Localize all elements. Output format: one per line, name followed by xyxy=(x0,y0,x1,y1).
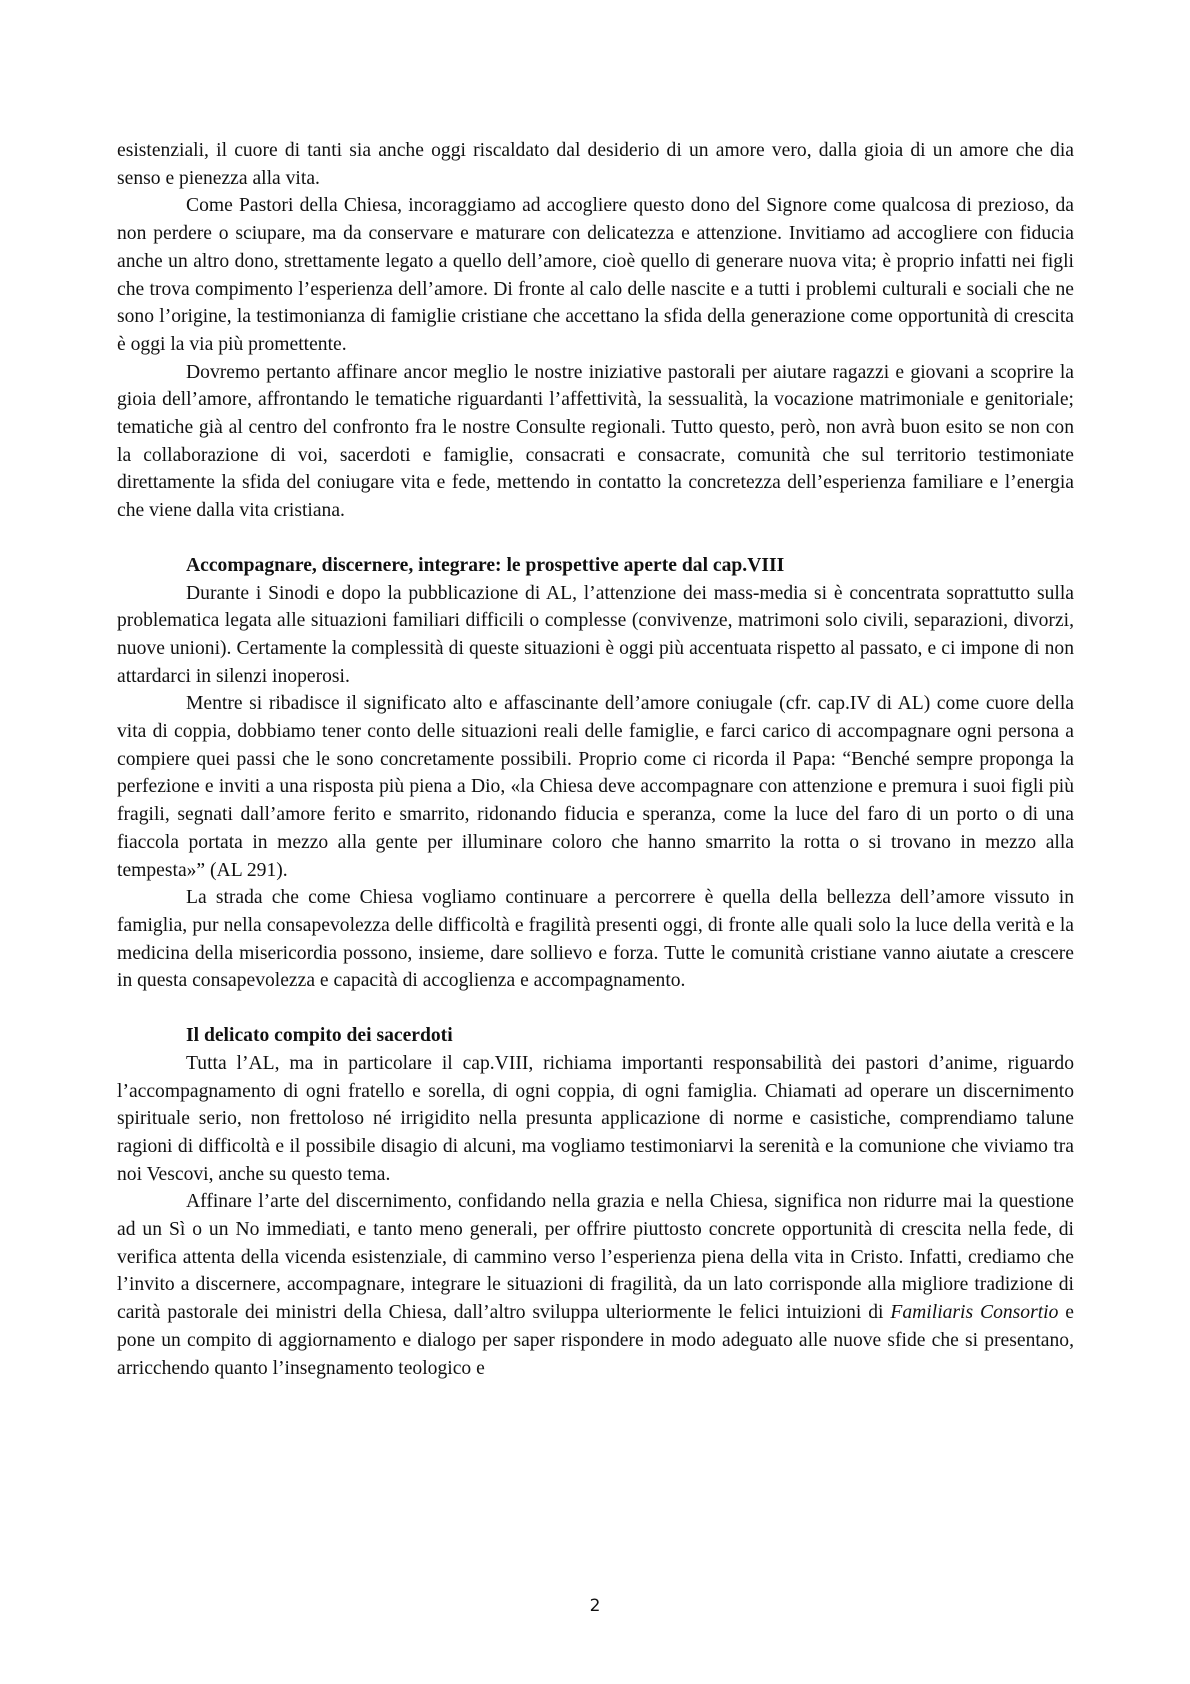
paragraph-3: Dovremo pertanto affinare ancor meglio le nostre iniziative pastorali per aiutare ragazzi e giovani a scoprire la gioia dell’amore, affrontando le tematiche riguardanti l’affettività, la sessualità, la vocazione matrimoniale e genitoriale; tematiche già al centro del confronto fra le nostre Consulte regionali. Tutto questo, però, non avrà buon esito se non con la collaborazione di voi, sacerdoti e famiglie, consacrati e consacrate, comunità che sul territorio testimoniate direttamente la sfida del coniugare vita e fede, mettendo in contatto la concretezza dell’esperienza familiare e l’energia che viene dalla vita cristiana. xyxy=(117,361,1074,522)
document-body xyxy=(117,137,1074,1382)
section-heading-accompagnare: Accompagnare, discernere, integrare: le prospettive aperte dal cap.VIII xyxy=(186,554,785,576)
paragraph-8-text-b: e pone un compito di aggiornamento e dialogo per saper rispondere in modo adeguato alle nuove sfide che si presentano, arricchendo quanto l’insegnamento teologico e xyxy=(117,1302,1074,1379)
paragraph-5: Mentre si ribadisce il significato alto e affascinante dell’amore coniugale (cfr. cap.IV di AL) come cuore della vita di coppia, dobbiamo tener conto delle situazioni reali delle famiglie, e farci carico di accompagnare ogni persona a compiere quei passi che le sono concretamente possibili. Proprio come ci ricorda il Papa: “Benché sempre proponga la perfezione e inviti a una risposta più piena a Dio, «la Chiesa deve accompagnare con attenzione e premura i suoi figli più fragili, segnati dall’amore ferito e smarrito, ridonando fiducia e speranza, come la luce del faro di un porto o di una fiaccola portata in mezzo alla gente per illuminare coloro che hanno smarrito la rotta o si trovano in mezzo alla tempesta»” (AL 291). xyxy=(117,693,1074,881)
paragraph-6: La strada che come Chiesa vogliamo continuare a percorrere è quella della bellezza dell’amore vissuto in famiglia, pur nella consapevolezza delle difficoltà e fragilità presenti oggi, di fronte alle quali solo la luce della verità e la medicina della misericordia possono, insieme, dare sollievo e forza. Tutte le comunità cristiane vanno aiutate a crescere in questa consapevolezza e capacità di accoglienza e accompagnamento. xyxy=(117,887,1074,992)
paragraph-8-text-a: Affinare l’arte del discernimento, confidando nella grazia e nella Chiesa, significa non ridurre mai la questione ad un Sì o un No immediati, e tanto meno generali, per offrire piuttosto concrete opportunità di crescita nella fede, di verifica attenta della vicenda esistenziale, di cammino verso l’esperienza piena della vita in Cristo. Infatti, crediamo che l’invito a discernere, accompagnare, integrare le situazioni di fragilità, da un lato corrisponde alla migliore tradizione di carità pastorale dei ministri della Chiesa, dall’altro sviluppa ulteriormente le felici intuizioni di xyxy=(117,1191,1074,1324)
paragraph-8-italic-title: Familiaris Consortio xyxy=(890,1302,1059,1324)
paragraph-2: Come Pastori della Chiesa, incoraggiamo ad accogliere questo dono del Signore come qualcosa di prezioso, da non perdere o sciupare, ma da conservare e maturare con delicatezza e attenzione. Invitiamo ad accogliere con fiducia anche un altro dono, strettamente legato a quello dell’amore, cioè quello di generare nuova vita; è proprio infatti nei figli che trova compimento l’esperienza dell’amore. Di fronte al calo delle nascite e a tutti i problemi culturali e sociali che ne sono l’origine, la testimonianza di famiglie cristiane che accettano la sfida della generazione come opportunità di crescita è oggi la via più promettente. xyxy=(117,195,1074,355)
section-heading-sacerdoti: Il delicato compito dei sacerdoti xyxy=(186,1025,453,1047)
paragraph-1: esistenziali, il cuore di tanti sia anche oggi riscaldato dal desiderio di un amore vero, dalla gioia di un amore che dia senso e pienezza alla vita. xyxy=(117,140,1074,189)
page-number: 2 xyxy=(589,1596,601,1616)
paragraph-8 xyxy=(117,1188,1074,1382)
paragraph-4: Durante i Sinodi e dopo la pubblicazione di AL, l’attenzione dei mass-media si è concentrata soprattutto sulla problematica legata alle situazioni familiari difficili o complesse (convivenze, matrimoni solo civili, separazioni, divorzi, nuove unioni). Certamente la complessità di queste situazioni è oggi più accentuata rispetto al passato, e ci impone di non attardarci in silenzi inoperosi. xyxy=(117,582,1074,687)
paragraph-7: Tutta l’AL, ma in particolare il cap.VIII, richiama importanti responsabilità dei pastori d’anime, riguardo l’accompagnamento di ogni fratello e sorella, di ogni coppia, di ogni famiglia. Chiamati ad operare un discernimento spirituale serio, non frettoloso né irrigidito nella presunta applicazione di norme e casistiche, comprendiamo talune ragioni di difficoltà e il possibile disagio di alcuni, ma vogliamo testimoniarvi la serenità e la comunione che viviamo tra noi Vescovi, anche su questo tema. xyxy=(117,1052,1074,1185)
